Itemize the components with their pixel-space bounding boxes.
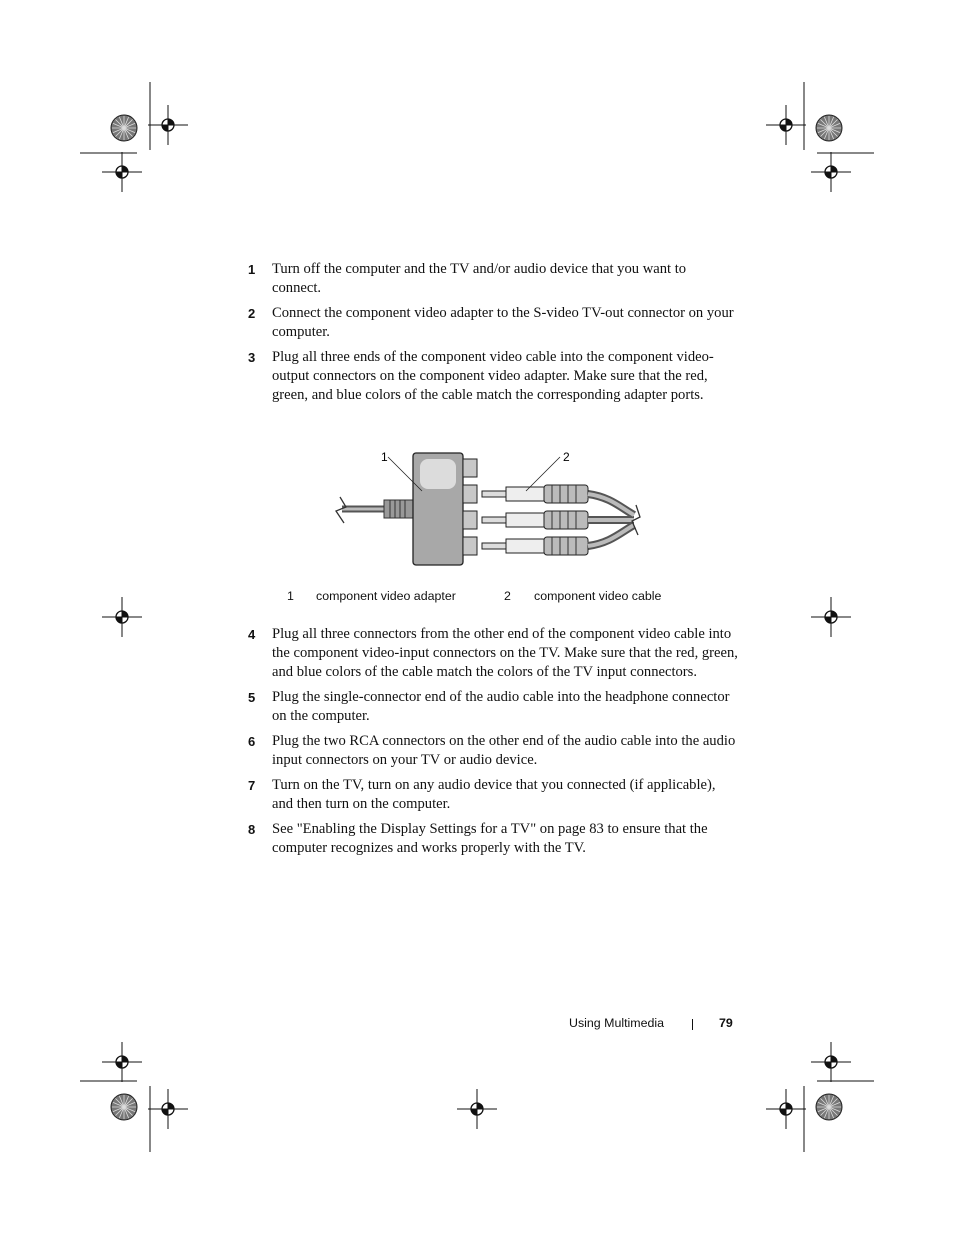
step-text: Plug all three connectors from the other end of the component video cable into the component video-input connectors on the TV. Make sure that the red, green, and blue colors of the cable match the colors of the TV input connectors. bbox=[272, 626, 738, 680]
component-video-adapter-illustration bbox=[330, 445, 650, 575]
step-text: Plug all three ends of the component video cable into the component video-output connectors on the component video adapter. Make sure that the red, green, and blue colors of the cable match the corresponding adapter ports. bbox=[272, 349, 714, 403]
callout-2: 2 bbox=[563, 450, 570, 464]
steps-list-bottom bbox=[248, 625, 738, 864]
legend-num: 1 bbox=[287, 589, 294, 603]
step-number: 1 bbox=[248, 262, 256, 277]
step-text: Turn on the TV, turn on any audio device that you connected (if applicable), and then turn on the computer. bbox=[272, 777, 716, 812]
legend-label: component video adapter bbox=[316, 589, 456, 603]
step-item bbox=[248, 304, 738, 342]
step-number: 5 bbox=[248, 690, 256, 705]
step-text: Plug the two RCA connectors on the other end of the audio cable into the audio input connectors on your TV or audio device. bbox=[272, 733, 736, 768]
step-number: 7 bbox=[248, 778, 256, 793]
legend-num: 2 bbox=[504, 589, 511, 603]
step-number: 3 bbox=[248, 350, 256, 365]
step-item bbox=[248, 820, 738, 858]
step-text: Plug the single-connector end of the audio cable into the headphone connector on the computer. bbox=[272, 689, 730, 724]
footer-separator bbox=[692, 1019, 693, 1030]
step-item bbox=[248, 732, 738, 770]
step-text: See "Enabling the Display Settings for a TV" on page 83 to ensure that the computer recognizes and works properly with the TV. bbox=[272, 821, 708, 856]
step-number: 2 bbox=[248, 306, 256, 321]
step-number: 8 bbox=[248, 822, 256, 837]
page-number: 79 bbox=[719, 1016, 733, 1030]
step-item bbox=[248, 776, 738, 814]
step-item bbox=[248, 688, 738, 726]
steps-list-top bbox=[248, 260, 738, 411]
step-number: 4 bbox=[248, 627, 256, 642]
step-item bbox=[248, 348, 738, 405]
legend-label: component video cable bbox=[534, 589, 662, 603]
callout-1: 1 bbox=[381, 450, 388, 464]
footer-section-title: Using Multimedia bbox=[569, 1016, 665, 1030]
figure-legend bbox=[287, 589, 707, 607]
step-item bbox=[248, 260, 738, 298]
step-number: 6 bbox=[248, 734, 256, 749]
step-item bbox=[248, 625, 738, 682]
step-text: Connect the component video adapter to the S-video TV-out connector on your computer. bbox=[272, 305, 734, 340]
step-text: Turn off the computer and the TV and/or audio device that you want to connect. bbox=[272, 261, 687, 296]
